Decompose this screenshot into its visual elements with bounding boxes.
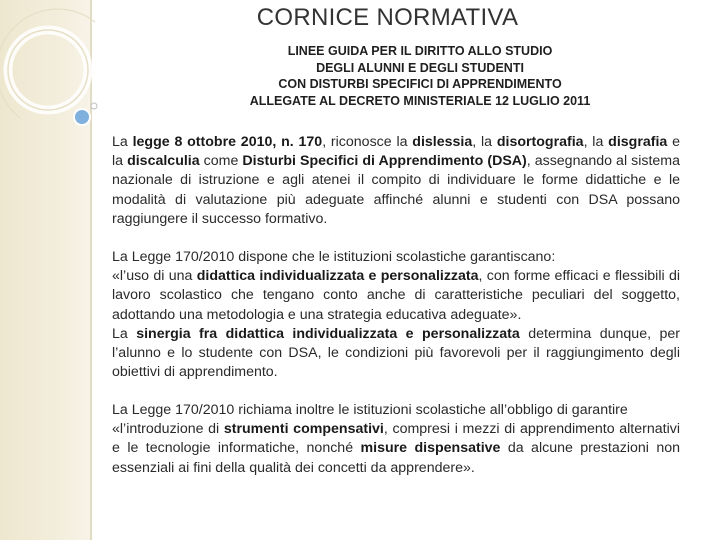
- text-run: , riconosce la: [322, 134, 413, 150]
- text-run: , la: [583, 134, 609, 150]
- text-run: La: [112, 134, 133, 150]
- bold-text: dislessia: [412, 134, 473, 150]
- page-title: CORNICE NORMATIVA: [256, 4, 519, 31]
- subtitle-block: [200, 43, 640, 109]
- bold-text: sinergia fra didattica individualizzata e personalizzata: [136, 325, 520, 342]
- text-run: La: [112, 325, 137, 342]
- text-run: , con forme efficaci e flessibili di lavoro scolastico che tengano conto anche di caratteristiche peculiari del soggetto, adottando una metodologia e una strategia educativa adeguate».: [112, 268, 681, 323]
- subtitle-line: DEGLI ALUNNI E DEGLI STUDENTI: [316, 60, 524, 75]
- bold-text: disgrafia: [608, 134, 668, 150]
- text-run: , la: [472, 134, 497, 150]
- text-run: determina dunque, per l’alunno e lo studente con DSA, le condizioni più favorevoli per il raggiungimento degli obiettivi di apprendimento.: [112, 325, 680, 381]
- bold-text: misure dispensative: [360, 440, 501, 457]
- subtitle-line: CON DISTURBI SPECIFICI DI APPRENDIMENTO: [278, 77, 562, 91]
- text-run: , assegnando al sistema nazionale di istruzione e agli atenei il compito di individuare le forme didattiche e le modalità di valutazione più adeguate affinché alunni e studenti con DSA possano raggiungere il successo formativo.: [112, 153, 680, 227]
- text-run: , compresi i mezzi di apprendimento alternativi e le tecnologie informatiche, nonché: [112, 421, 680, 457]
- bold-text: legge 8 ottobre 2010, n. 170: [132, 134, 323, 150]
- text-run: «l’uso di una: [112, 268, 197, 285]
- bold-text: didattica individualizzata e personalizzata: [196, 268, 479, 285]
- subtitle-line: ALLEGATE AL DECRETO MINISTERIALE 12 LUGLIO 2011: [249, 93, 591, 108]
- text-run: La Legge 170/2010 dispone che le istituzioni scolastiche garantiscano:: [112, 249, 556, 265]
- text-run: e la: [112, 134, 680, 170]
- paragraph-strumenti: [112, 401, 680, 478]
- paragraph-didattica: [112, 248, 680, 382]
- bold-text: disortografia: [496, 134, 584, 150]
- text-run: La Legge 170/2010 richiama inoltre le istituzioni scolastiche all’obbligo di garantire: [112, 402, 628, 418]
- bold-text: Disturbi Specifici di Apprendimento (DSA): [242, 153, 527, 170]
- bold-text: strumenti compensativi: [223, 421, 384, 438]
- text-run: come: [199, 153, 243, 170]
- text-run: da alcune prestazioni non essenziali ai fini della qualità dei concetti da apprendere».: [112, 440, 680, 476]
- text-run: «l’introduzione di: [112, 421, 224, 438]
- paragraph-law-170: [112, 133, 680, 229]
- bold-text: discalculia: [127, 153, 200, 170]
- subtitle-line: LINEE GUIDA PER IL DIRITTO ALLO STUDIO: [287, 44, 553, 58]
